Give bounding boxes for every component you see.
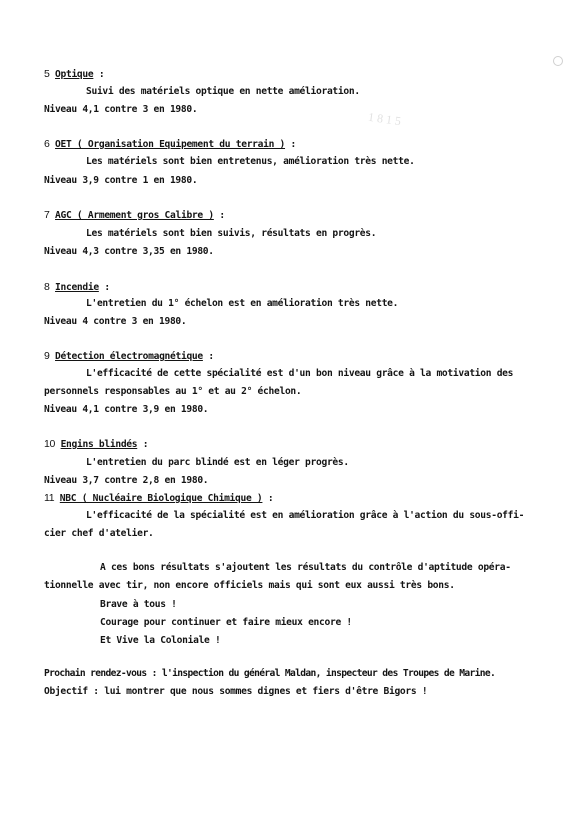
- section-11-heading: 11 NBC ( Nucléaire Biologique Chimique ) :: [44, 492, 274, 504]
- section-11-text-line-1: L'efficacité de la spécialité est en amélioration grâce à l'action du sous-offi-: [86, 510, 525, 521]
- next-meeting-line: Prochain rendez-vous : l'inspection du général Maldan, inspecteur des Troupes de Marine.: [44, 668, 496, 679]
- section-5-text: Suivi des matériels optique en nette amélioration.: [86, 86, 360, 97]
- section-title: NBC ( Nucléaire Biologique Chimique ): [59, 493, 263, 504]
- show-through-marks: 1 8 1 5: [367, 109, 402, 129]
- section-6-level: Niveau 3,9 contre 1 en 1980.: [44, 175, 198, 186]
- section-6-text: Les matériels sont bien entretenus, amélioration très nette.: [86, 156, 415, 167]
- section-6-heading: 6 OET ( Organisation Equipement du terrain ) :: [44, 138, 296, 150]
- section-title: OET ( Organisation Equipement du terrain ): [55, 139, 286, 150]
- cheer-line-3: Et Vive la Coloniale !: [100, 635, 221, 646]
- section-7-level: Niveau 4,3 contre 3,35 en 1980.: [44, 246, 214, 257]
- section-9-level: Niveau 4,1 contre 3,9 en 1980.: [44, 404, 209, 415]
- cheer-line-1: Brave à tous !: [100, 599, 177, 610]
- section-title: Optique: [55, 69, 94, 80]
- section-8-text: L'entretien du 1° échelon est en amélioration très nette.: [86, 298, 399, 309]
- section-11-text-line-2: cier chef d'atelier.: [44, 528, 154, 539]
- objective-line: Objectif : lui montrer que nous sommes dignes et fiers d'être Bigors !: [44, 686, 428, 697]
- cheer-line-2: Courage pour continuer et faire mieux encore !: [100, 617, 352, 628]
- section-5-level: Niveau 4,1 contre 3 en 1980.: [44, 104, 198, 115]
- section-9-text-line-2: personnels responsables au 1° et au 2° échelon.: [44, 386, 302, 397]
- section-title: Incendie: [55, 282, 99, 293]
- section-9-text-line-1: L'efficacité de cette spécialité est d'un bon niveau grâce à la motivation des: [86, 368, 514, 379]
- section-10-heading: 10 Engins blindés :: [44, 438, 149, 450]
- punch-hole-mark: [553, 56, 563, 66]
- section-10-text: L'entretien du parc blindé est en léger progrès.: [86, 457, 349, 468]
- section-8-heading: 8 Incendie :: [44, 281, 110, 293]
- closing-paragraph-line-1: A ces bons résultats s'ajoutent les résultats du contrôle d'aptitude opéra-: [100, 562, 511, 573]
- section-title: AGC ( Armement gros Calibre ): [55, 210, 214, 221]
- section-title: Détection électromagnétique: [55, 351, 203, 362]
- section-9-heading: 9 Détection électromagnétique :: [44, 350, 214, 362]
- section-title: Engins blindés: [60, 439, 138, 450]
- section-5-heading: 5 Optique :: [44, 68, 105, 80]
- section-7-text: Les matériels sont bien suivis, résultats en progrès.: [86, 228, 377, 239]
- closing-paragraph-line-2: tionnelle avec tir, non encore officiels mais qui sont eux aussi très bons.: [44, 580, 455, 591]
- section-8-level: Niveau 4 contre 3 en 1980.: [44, 316, 187, 327]
- section-10-level: Niveau 3,7 contre 2,8 en 1980.: [44, 475, 209, 486]
- section-7-heading: 7 AGC ( Armement gros Calibre ) :: [44, 209, 225, 221]
